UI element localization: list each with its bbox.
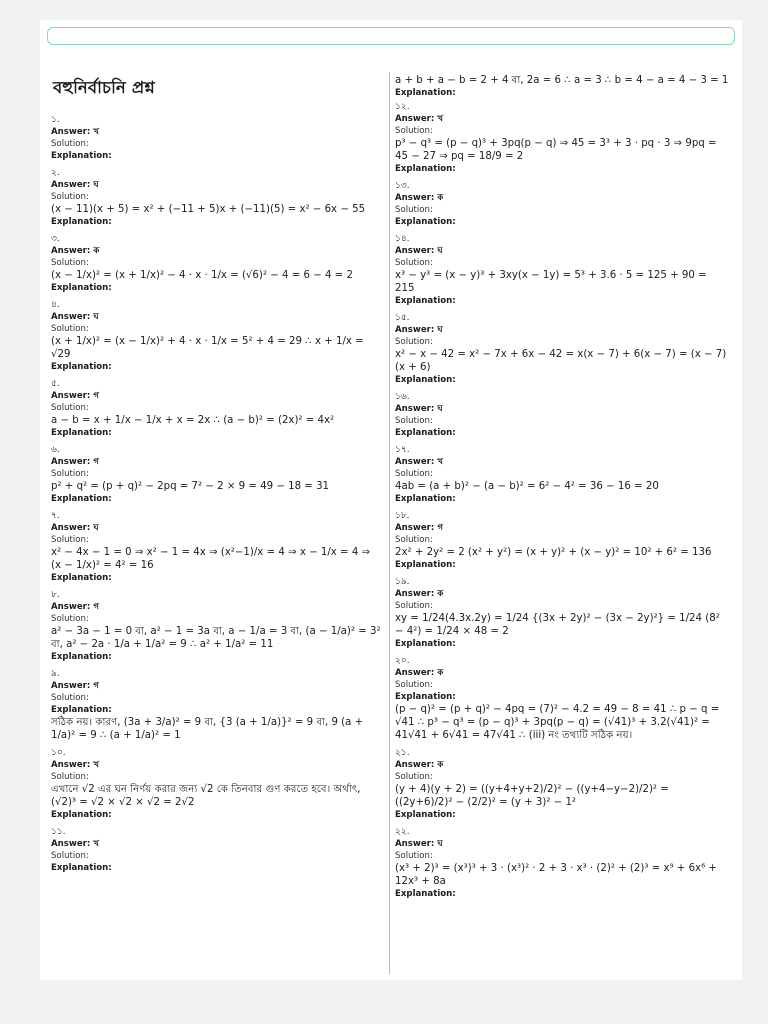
answer-label: Answer:: [51, 312, 91, 322]
question-number: ২১.: [395, 748, 410, 758]
question-number: ১১.: [51, 827, 66, 837]
explanation-label: Explanation:: [395, 692, 456, 702]
question-item: [395, 391, 729, 442]
solution-label: Solution:: [395, 469, 433, 479]
answer-label: Answer:: [395, 404, 435, 414]
question-number: ২০.: [395, 656, 410, 666]
solution-text: 4ab = (a + b)² − (a − b)² = 6² − 4² = 36 − 16 = 20: [395, 481, 659, 492]
question-number: ১৬.: [395, 392, 410, 402]
question-item: [51, 114, 381, 165]
answer-value: ক: [437, 668, 444, 678]
answer-label: Answer:: [51, 391, 91, 401]
explanation-label: Explanation:: [51, 573, 112, 583]
question-number: ১.: [51, 115, 60, 125]
question-number: ১০.: [51, 748, 66, 758]
explanation-label: Explanation:: [51, 705, 112, 715]
question-item: [51, 668, 381, 745]
answer-value: ক: [437, 760, 444, 770]
answer-value: ঘ: [93, 312, 99, 322]
answer-label: Answer:: [51, 246, 91, 256]
explanation-label: Explanation:: [395, 639, 456, 649]
question-item: [395, 747, 729, 824]
answer-value: ক: [437, 589, 444, 599]
solution-label: Solution:: [51, 693, 89, 703]
solution-text: p² + q² = (p + q)² − 2pq = 7² − 2 × 9 = 49 − 18 = 31: [51, 481, 330, 492]
solution-text: xy = 1/24(4.3x.2y) = 1/24 {(3x + 2y)² − (3x − 2y)²} = 1/24 (8² − 4²) = 1/24 × 48 = 2: [395, 613, 720, 637]
solution-text: p³ − q³ = (p − q)³ + 3pq(p − q) ⇒ 45 = 3³ + 3 · pq · 3 ⇒ 9pq = 45 − 27 ⇒ pq = 18/9 = 2: [395, 138, 717, 162]
explanation-label: Explanation:: [395, 494, 456, 504]
solution-text: 2x² + 2y² = 2 (x² + y²) = (x + y)² + (x − y)² = 10² + 6² = 136: [395, 547, 712, 558]
answer-line: [395, 113, 729, 125]
question-number: ১২.: [395, 102, 410, 112]
question-number: ১৩.: [395, 181, 410, 191]
question-item: [395, 655, 729, 745]
solution-text: (x − 1/x)² = (x + 1/x)² − 4 · x · 1/x = (√6)² − 4 = 6 − 4 = 2: [51, 270, 353, 281]
question-item: [395, 312, 729, 389]
answer-line: [395, 245, 729, 257]
answer-line: [51, 601, 381, 613]
question-item: [395, 826, 729, 903]
explanation-label: Explanation:: [51, 494, 112, 504]
explanation-label: Explanation:: [395, 375, 456, 385]
solution-label: Solution:: [51, 324, 89, 334]
question-item: [51, 299, 381, 376]
top-search-bar[interactable]: [47, 27, 735, 45]
solution-label: Solution:: [395, 601, 433, 611]
solution-label: Solution:: [395, 258, 433, 268]
solution-label: Solution:: [51, 851, 89, 861]
solution-text: x² − x − 42 = x² − 7x + 6x − 42 = x(x − 7) + 6(x − 7) = (x − 7)(x + 6): [395, 349, 727, 373]
explanation-label: Explanation:: [395, 889, 456, 899]
explanation-label: Explanation:: [51, 652, 112, 662]
solution-label: Solution:: [51, 192, 89, 202]
explanation-label: Explanation:: [51, 217, 112, 227]
question-item: [51, 747, 381, 824]
answer-line: [51, 390, 381, 402]
question-item: [51, 233, 381, 297]
question-item: [51, 167, 381, 231]
question-item: [395, 510, 729, 574]
answer-label: Answer:: [51, 523, 91, 533]
explanation-text: সঠিক নয়। কারণ, (3a + 3/a)² = 9 বা, {3 (a + 1/a)}² = 9 বা, 9 (a + 1/a)² = 9 ∴ (a + 1/a)² = 1: [51, 717, 364, 741]
explanation-label: Explanation:: [395, 296, 456, 306]
question-item: [395, 444, 729, 508]
answer-line: [51, 179, 381, 191]
answer-line: [395, 403, 729, 415]
solution-label: Solution:: [51, 139, 89, 149]
answer-value: খ: [93, 839, 99, 849]
answer-value: ঘ: [437, 325, 443, 335]
question-number: ২২.: [395, 827, 410, 837]
solution-text: a² − 3a − 1 = 0 বা, a² − 1 = 3a বা, a − 1/a = 3 বা, (a − 1/a)² = 3² বা, a² − 2a · 1/a + 1/a² = 9 ∴ a² + 1/a² = 11: [51, 626, 381, 650]
answer-value: ক: [93, 246, 100, 256]
answer-line: [395, 456, 729, 468]
answer-value: গ: [93, 602, 99, 612]
answer-line: [395, 838, 729, 850]
answer-line: [395, 667, 729, 679]
solution-label: Solution:: [395, 126, 433, 136]
answer-value: ঘ: [93, 523, 99, 533]
solution-text: (x + 1/x)² = (x − 1/x)² + 4 · x · 1/x = 5² + 4 = 29 ∴ x + 1/x = √29: [51, 336, 364, 360]
solution-label: Solution:: [51, 403, 89, 413]
explanation-label: Explanation:: [51, 810, 112, 820]
question-number: ১৫.: [395, 313, 410, 323]
answer-line: [51, 456, 381, 468]
answer-label: Answer:: [395, 589, 435, 599]
solution-text: এখানে √2 এর ঘন নির্ণয় করার জন্য √2 কে তিনবার গুণ করতে হবে। অর্থাৎ, (√2)³ = √2 × √2 × √2 = 2√2: [51, 784, 361, 808]
answer-line: [51, 759, 381, 771]
solution-label: Solution:: [51, 614, 89, 624]
answer-line: [395, 588, 729, 600]
answer-line: [51, 680, 381, 692]
question-item: [395, 101, 729, 178]
explanation-label: Explanation:: [51, 283, 112, 293]
column-divider: [389, 72, 390, 974]
explanation-label: Explanation:: [395, 428, 456, 438]
answer-value: ঘ: [437, 404, 443, 414]
explanation-label: Explanation:: [51, 151, 112, 161]
answer-label: Answer:: [51, 839, 91, 849]
page-title: বহুনির্বাচনি প্রশ্ন: [53, 78, 155, 97]
right-column: [395, 74, 729, 903]
question-item: [395, 576, 729, 653]
solution-text: a − b = x + 1/x − 1/x + x = 2x ∴ (a − b)² = (2x)² = 4x²: [51, 415, 335, 426]
question-number: ১৪.: [395, 234, 410, 244]
answer-line: [395, 759, 729, 771]
answer-label: Answer:: [395, 246, 435, 256]
question-number: ৭.: [51, 511, 60, 521]
question-number: ৮.: [51, 590, 60, 600]
answer-line: [51, 245, 381, 257]
question-number: ৩.: [51, 234, 60, 244]
solution-label: Solution:: [51, 258, 89, 268]
answer-value: খ: [437, 457, 443, 467]
right-question-list: [395, 101, 729, 903]
explanation-label: Explanation:: [395, 217, 456, 227]
explanation-label: Explanation:: [395, 88, 456, 98]
explanation-label: Explanation:: [51, 428, 112, 438]
answer-label: Answer:: [395, 839, 435, 849]
answer-label: Answer:: [51, 457, 91, 467]
question-number: ৯.: [51, 669, 60, 679]
answer-line: [395, 324, 729, 336]
answer-label: Answer:: [395, 193, 435, 203]
answer-label: Answer:: [395, 457, 435, 467]
explanation-label: Explanation:: [395, 560, 456, 570]
question-number: ৪.: [51, 300, 60, 310]
answer-line: [395, 522, 729, 534]
question-item: [395, 180, 729, 231]
answer-value: গ: [93, 457, 99, 467]
solution-text: (x − 11)(x + 5) = x² + (−11 + 5)x + (−11)(5) = x² − 6x − 55: [51, 204, 366, 215]
answer-label: Answer:: [51, 127, 91, 137]
explanation-label: Explanation:: [395, 164, 456, 174]
question-item: [51, 444, 381, 508]
answer-label: Answer:: [395, 523, 435, 533]
answer-line: [51, 311, 381, 323]
answer-value: গ: [93, 681, 99, 691]
solution-label: Solution:: [51, 772, 89, 782]
answer-value: ঘ: [437, 246, 443, 256]
solution-text: (x³ + 2)³ = (x³)³ + 3 · (x³)² · 2 + 3 · x³ · (2)² + (2)³ = x⁹ + 6x⁶ + 12x³ + 8a: [395, 863, 717, 887]
solution-label: Solution:: [395, 337, 433, 347]
question-item: [51, 378, 381, 442]
answer-label: Answer:: [395, 325, 435, 335]
question-item: [395, 233, 729, 310]
question-item: [51, 510, 381, 587]
solution-label: Solution:: [395, 851, 433, 861]
answer-line: [51, 522, 381, 534]
continued-solution-line: a + b + a − b = 2 + 4 বা, 2a = 6 ∴ a = 3 ∴ b = 4 − a = 4 − 3 = 1: [395, 75, 729, 86]
explanation-label: Explanation:: [51, 362, 112, 372]
solution-text: x³ − y³ = (x − y)³ + 3xy(x − 1y) = 5³ + 3.6 · 5 = 125 + 90 = 215: [395, 270, 707, 294]
solution-label: Solution:: [395, 772, 433, 782]
left-question-list: [51, 114, 381, 877]
question-number: ১৯.: [395, 577, 410, 587]
solution-text: (y + 4)(y + 2) = ((y+4+y+2)/2)² − ((y+4−y−2)/2)² = ((2y+6)/2)² − (2/2)² = (y + 3)² − 1²: [395, 784, 669, 808]
solution-text: x² − 4x − 1 = 0 ⇒ x² − 1 = 4x ⇒ (x²−1)/x = 4 ⇒ x − 1/x = 4 ⇒ (x − 1/x)² = 4² = 16: [51, 547, 371, 571]
answer-label: Answer:: [51, 681, 91, 691]
solution-label: Solution:: [51, 469, 89, 479]
solution-label: Solution:: [395, 535, 433, 545]
question-item: [51, 589, 381, 666]
question-number: ৬.: [51, 445, 60, 455]
solution-label: Solution:: [395, 416, 433, 426]
solution-label: Solution:: [51, 535, 89, 545]
answer-label: Answer:: [51, 180, 91, 190]
answer-line: [395, 192, 729, 204]
answer-value: খ: [93, 127, 99, 137]
solution-label: Solution:: [395, 205, 433, 215]
answer-value: গ: [93, 391, 99, 401]
answer-value: খ: [93, 760, 99, 770]
answer-value: ক: [437, 193, 444, 203]
question-number: ১৮.: [395, 511, 410, 521]
question-number: ৫.: [51, 379, 60, 389]
answer-line: [51, 126, 381, 138]
answer-label: Answer:: [51, 760, 91, 770]
answer-value: খ: [437, 114, 443, 124]
question-number: ১৭.: [395, 445, 410, 455]
question-item: [51, 826, 381, 877]
answer-value: ঘ: [93, 180, 99, 190]
explanation-label: Explanation:: [395, 810, 456, 820]
answer-line: [51, 838, 381, 850]
explanation-label: Explanation:: [51, 863, 112, 873]
answer-value: গ: [437, 523, 443, 533]
answer-label: Answer:: [51, 602, 91, 612]
question-number: ২.: [51, 168, 60, 178]
solution-label: Solution:: [395, 680, 433, 690]
left-column: [51, 74, 381, 877]
answer-value: ঘ: [437, 839, 443, 849]
explanation-text: (p − q)² = (p + q)² − 4pq = (7)² − 4.2 = 49 − 8 = 41 ∴ p − q = √41 ∴ p³ − q³ = (p − q)³ + 3pq(p − q) = (√41)³ + 3.2(√41)² = 41√41 + 6√41 = 47√41 ∴ (iii) নং তথ্যটি সঠিক নয়।: [395, 704, 720, 741]
answer-label: Answer:: [395, 114, 435, 124]
answer-label: Answer:: [395, 760, 435, 770]
answer-label: Answer:: [395, 668, 435, 678]
